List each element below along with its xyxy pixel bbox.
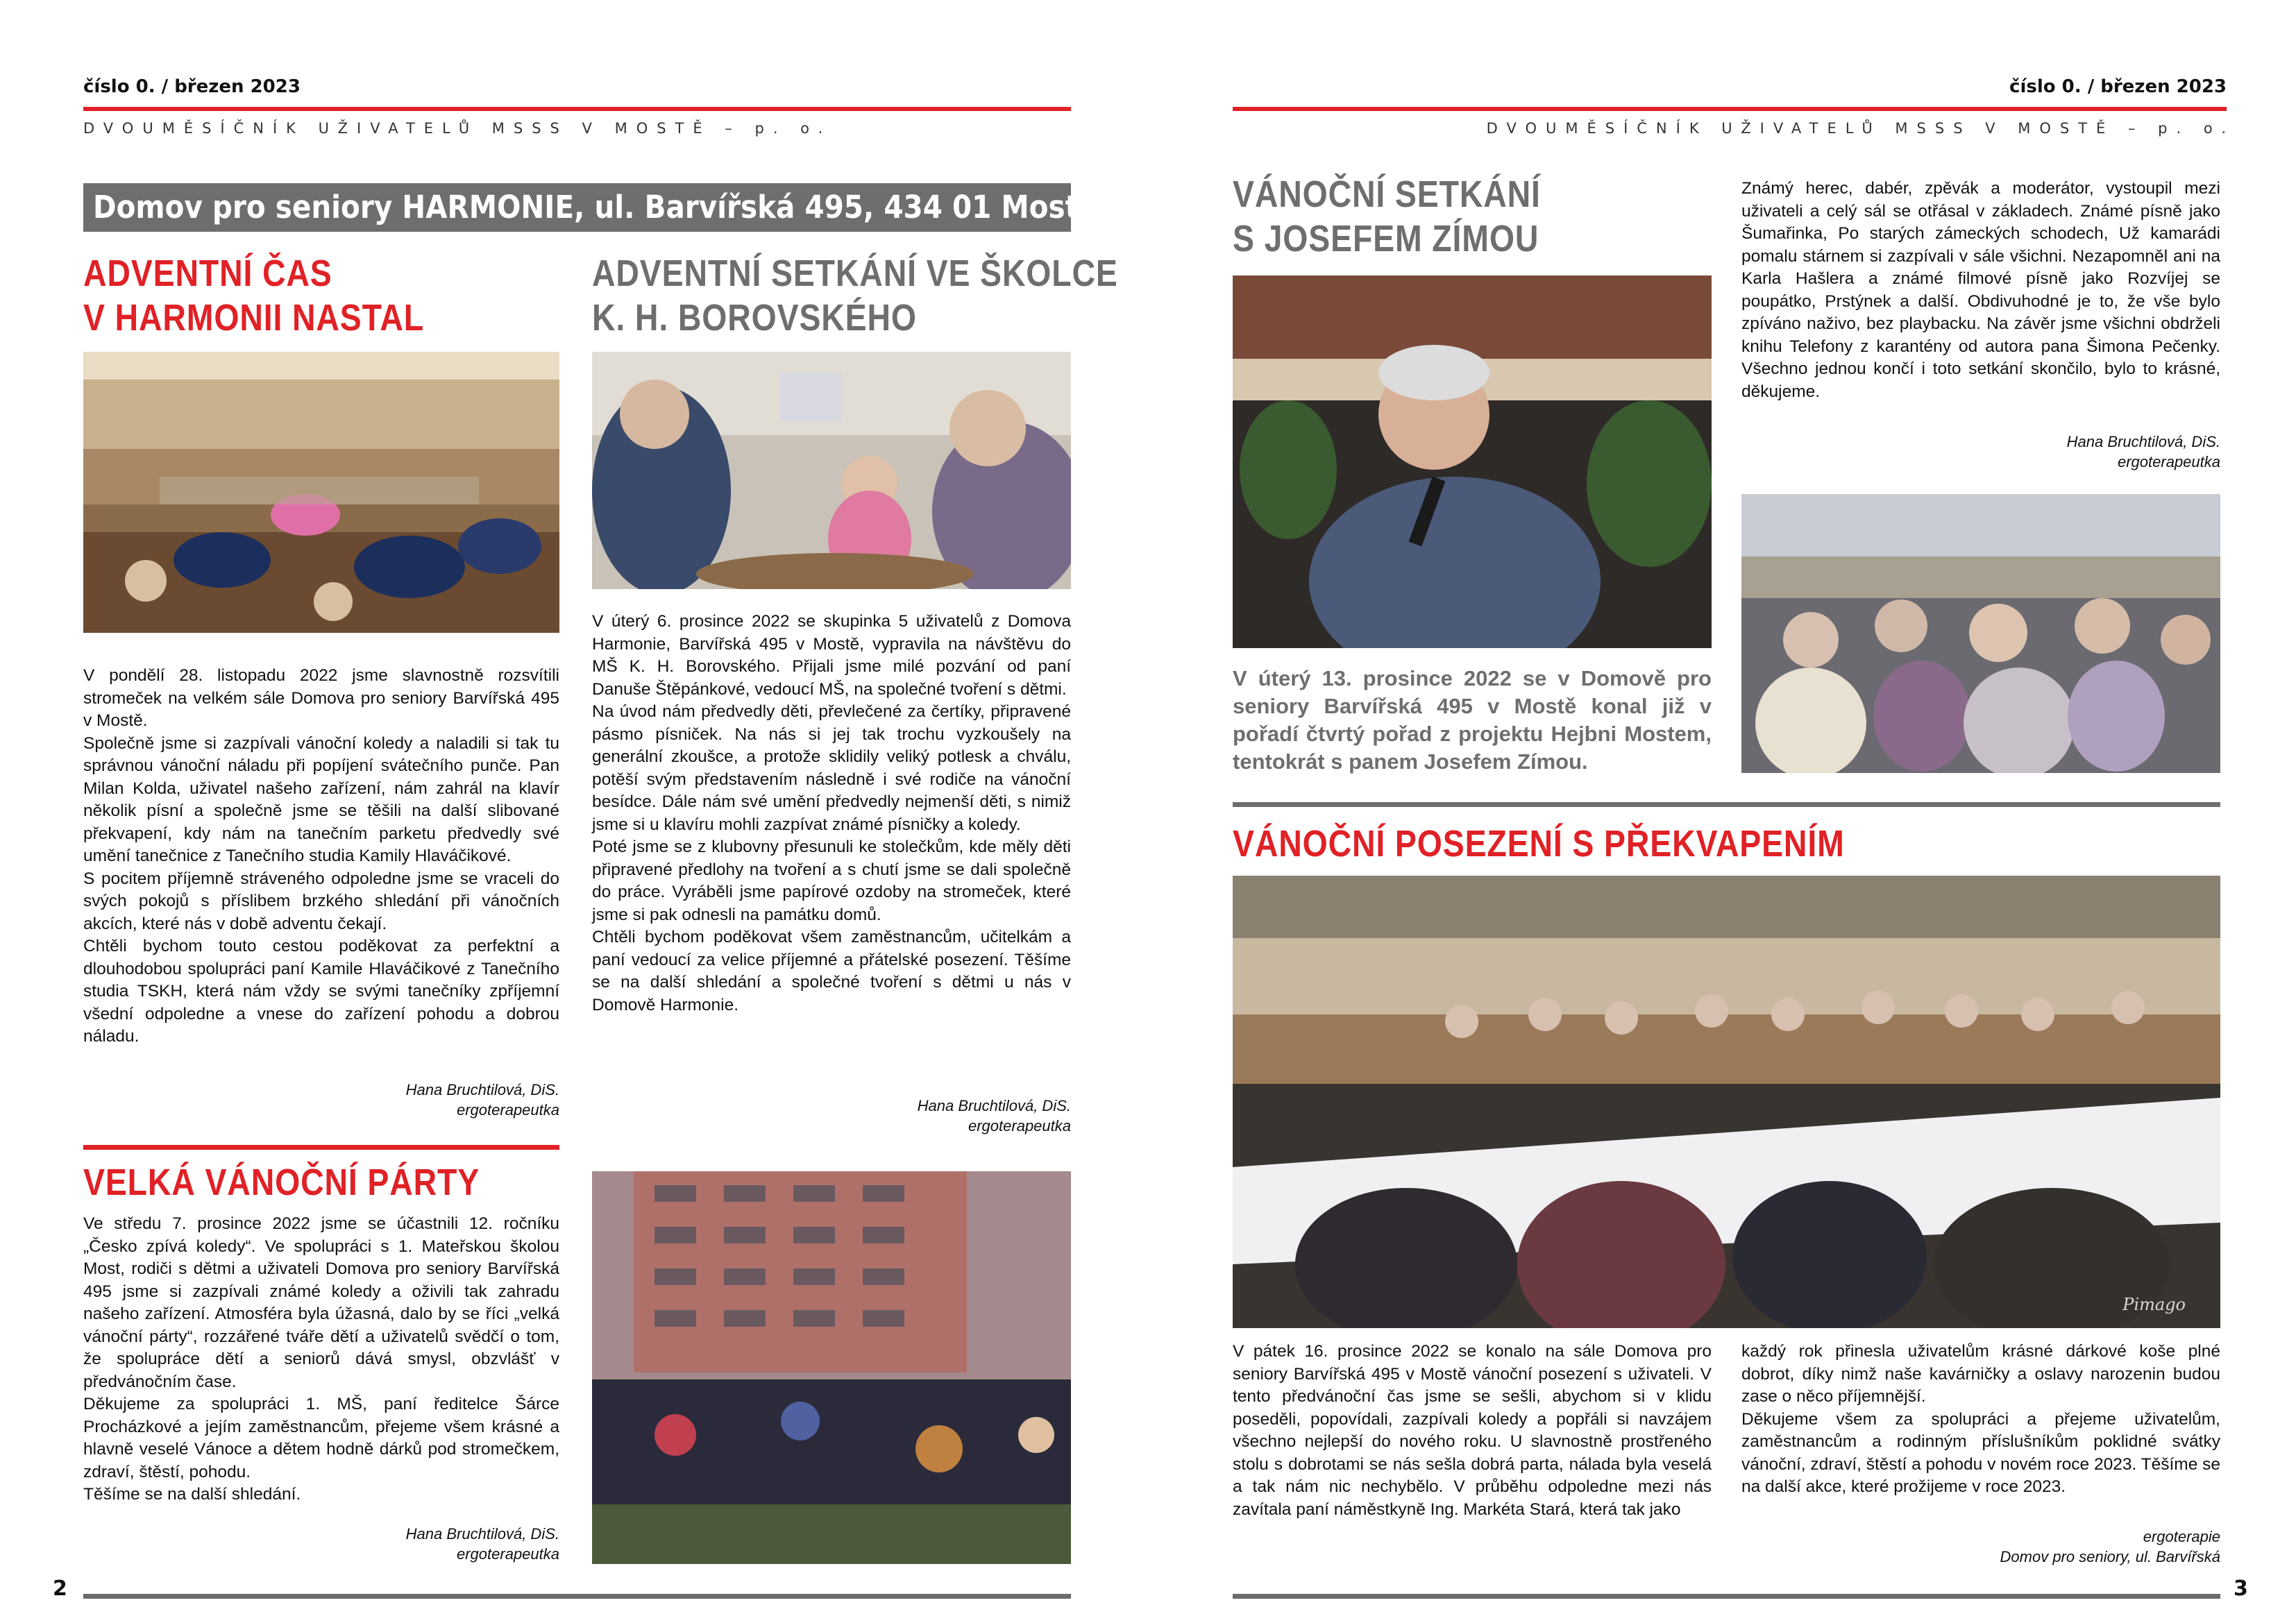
masthead-subtitle-left: DVOUMĚSÍČNÍK UŽIVATELŮ MSSS V MOSTĚ – p. o. xyxy=(83,120,832,137)
paragraph: Chtěli bychom poděkovat všem zaměstnancům, učitelkám a paní vedoucí za velice příjemné a přátelské posezení. Těšíme se na další shledání a společné tvoření s dětmi u nás v Domově Harmonie. xyxy=(592,928,1071,1014)
author-signature xyxy=(1741,432,2220,472)
photo-christmas-gathering xyxy=(1233,876,2220,1328)
section-band: Domov pro seniory HARMONIE, ul. Barvířská 495, 434 01 Most xyxy=(83,183,1071,232)
article-title-posezeni: VÁNOČNÍ POSEZENÍ S PŘEKVAPENÍM xyxy=(1233,823,1845,865)
header-rule-right xyxy=(1233,107,2227,111)
masthead-subtitle-right: DVOUMĚSÍČNÍK UŽIVATELŮ MSSS V MOSTĚ – p. o. xyxy=(1486,120,2235,137)
author-name: ergoterapie xyxy=(2143,1528,2220,1545)
paragraph: Těšíme se na další shledání. xyxy=(83,1485,301,1504)
paragraph: Ve středu 7. prosince 2022 jsme se účastnili 12. ročníku „Česko zpívá koledy“. Ve spolupráci s 1. Mateřskou školou Most, rodiči s dětmi a uživateli Domova pro seniory Barvířská 495 jsme si zazpívali známé koledy a oživili tak zahradu našeho zařízení. Atmosféra byla úžasná, dalo by se říci „velká vánoční párty“, rozzářené tváře dětí a uživatelů svědčí o tom, že spolupráce dětí a seniorů dává smysl, obzvlášť v předvánočním čase. xyxy=(83,1214,559,1391)
title-line: VÁNOČNÍ SETKÁNÍ xyxy=(1233,173,1541,215)
section-rule-party xyxy=(83,1145,559,1150)
article-body-skolka xyxy=(592,611,1071,1017)
author-role: ergoterapeutka xyxy=(968,1117,1071,1135)
article-body-adventni-cas xyxy=(83,665,559,1048)
author-name: Hana Bruchtilová, DiS. xyxy=(2066,433,2220,450)
author-role: ergoterapeutka xyxy=(457,1545,559,1563)
paragraph: Děkujeme všem za spolupráci a přejeme uživatelům, zaměstnancům a rodinným příslušníkům poklidné svátky vánoční, zdraví, štěstí a pohodu v novém roce 2023. Těšíme se na další akce, které prožijeme v roce 2023. xyxy=(1741,1409,2221,1496)
paragraph: Společně jsme si zazpívali vánoční koledy a naladili si tak tu správnou vánoční náladu při popíjení svátečního punče. Pan Milan Kolda, uživatel našeho zařízení, nám zahrál na klavír několik písní a společně jsme se těšili na další slibované překvapení, kdy nám na tanečním parketu předvedly své umění tanečnice z Tanečního studia Kamily Hlaváčikové. xyxy=(83,733,559,865)
paragraph: S pocitem příjemně stráveného odpoledne jsme se vraceli do svých pokojů s příslibem brzkého shledání při vánočních akcích, které nás v době adventu čekají. xyxy=(83,869,559,933)
title-line: K. H. BOROVSKÉHO xyxy=(592,297,917,339)
article-body-posezeni-col1 xyxy=(1233,1341,1712,1521)
article-title-skolka xyxy=(592,251,1118,340)
photo-josef-zima xyxy=(1233,275,1712,648)
title-line: V HARMONII NASTAL xyxy=(83,297,425,339)
paragraph: Poté jsme se z klubovny přesunuli ke stolečkům, kde měly děti připravené předlohy na tvoření a s chutí jsme se dali společně do práce. Vyráběli jsme papírové ozdoby na stromeček, které jsme si pak odnesli na památku domů. xyxy=(592,838,1071,924)
paragraph: Známý herec, dabér, zpěvák a moderátor, vystoupil mezi uživateli a celý sál se otřásal v základech. Známé písně jako Šumařinka, Po starých zámeckých schodech, Už kamarádi pomalu stárnem si zazpívali v sále všichni. Nezapomněl ani na Karla Hašlera a známé filmové písně jako Rozvíjej se poupátko, Prstýnek a další. Obdivuhodné je to, že vše bylo zpíváno naživo, bez playbacku. Na závěr jsme všichni obdrželi knihu Telefony z karantény od autora pana Šimona Pečenky. Všechno jednou končí i toto setkání skončilo, bylo to krásné, děkujeme. xyxy=(1741,179,2220,401)
photo-kindergarten-visit xyxy=(592,352,1071,589)
title-line: ADVENTNÍ ČAS xyxy=(83,253,332,294)
paragraph: Chtěli bychom touto cestou poděkovat za perfektní a dlouhodobou spolupráci paní Kamile Hlaváčikové z Tanečního studia TSKH, která nám vždy se svými tanečníky zpříjemní všední odpoledne a vnese do zařízení pohodu a dobrou náladu. xyxy=(83,937,559,1046)
author-role: Domov pro seniory, ul. Barvířská xyxy=(2000,1548,2220,1565)
author-signature xyxy=(592,1096,1071,1136)
article-body-zima xyxy=(1741,178,2220,403)
article-lead-zima: V úterý 13. prosince 2022 se v Domově pro seniory Barvířská 495 v Mostě konal již v pořadí čtvrtý pořad z projektu Hejbni Mostem, tentokrát s panem Josefem Zímou. xyxy=(1233,666,1712,774)
author-name: Hana Bruchtilová, DiS. xyxy=(917,1097,1071,1114)
title-line: S JOSEFEM ZÍMOU xyxy=(1233,218,1539,260)
author-name: Hana Bruchtilová, DiS. xyxy=(405,1081,559,1098)
author-signature xyxy=(83,1080,559,1120)
paragraph: každý rok přinesla uživatelům krásné dárkové koše plné dobrot, díky nimž naše kavárničky a oslavy narozenin budou zase o něco příjemnější. xyxy=(1741,1342,2220,1406)
paragraph: V pátek 16. prosince 2022 se konalo na sále Domova pro seniory Barvířská 495 v Mostě vánoční posezení s uživateli. V tento předvánoční čas jsme se sešli, abychom si v klidu poseděli, popovídali, zazpívali koledy a popřáli si navzájem všechno nejlepší do nového roku. U slavnostně prostřeného stolu s dobrotami se nás sešla dobrá parta, nálada byla veselá a tak nám nic nechybělo. V průběhu odpoledne mezi nás zavítala paní náměstkyně Ing. Markéta Stará, která tak jako xyxy=(1233,1342,1712,1519)
article-body-posezeni-col2 xyxy=(1741,1341,2220,1499)
article-body-party xyxy=(83,1213,559,1506)
page-number-left: 2 xyxy=(53,1577,67,1601)
author-signature xyxy=(83,1524,559,1564)
section-rule-posezeni xyxy=(1233,802,2220,807)
author-signature xyxy=(1741,1527,2220,1567)
photo-watermark: Pimago xyxy=(2122,1295,2186,1314)
photo-dance-performance xyxy=(83,352,559,633)
article-title-adventni-cas xyxy=(83,251,424,340)
header-rule-left xyxy=(83,107,1071,111)
title-line: ADVENTNÍ SETKÁNÍ VE ŠKOLCE xyxy=(592,253,1118,294)
author-name: Hana Bruchtilová, DiS. xyxy=(405,1525,559,1543)
paragraph: Na úvod nám předvedly děti, převlečené za čertíky, připravené pásmo písniček. Na nás si jej tak trochu vyzkoušely na generální zkoušce, a protože sklidily veliký potlesk a chválu, potěší svým představením následně i své rodiče na vánoční besídce. Dále nám své umění předvedly nejmenší děti, s nimiž jsme si u klavíru mohli zazpívat známé písničky a koledy. xyxy=(592,702,1071,834)
footer-rule-left xyxy=(83,1594,1071,1599)
issue-label-right: číslo 0. / březen 2023 xyxy=(2009,76,2227,97)
author-role: ergoterapeutka xyxy=(2118,453,2220,470)
footer-rule-right xyxy=(1233,1594,2220,1599)
article-title-zima xyxy=(1233,172,1541,261)
photo-audience xyxy=(1741,494,2220,773)
author-role: ergoterapeutka xyxy=(457,1101,559,1119)
paragraph: V úterý 6. prosince 2022 se skupinka 5 uživatelů z Domova Harmonie, Barvířská 495 v Mostě, vypravila na návštěvu do MŠ K. H. Borovského. Přijali jsme milé pozvání od paní Danuše Štěpánkové, vedoucí MŠ, na společné tvoření s dětmi. xyxy=(592,612,1071,699)
paragraph: V pondělí 28. listopadu 2022 jsme slavnostně rozsvítili stromeček na velkém sále Domova pro seniory Barvířská 495 v Mostě. xyxy=(83,666,559,730)
paragraph: Děkujeme za spolupráci 1. MŠ, paní ředitelce Šárce Procházkové a jejím zaměstnancům, přejeme všem krásné a hlavně veselé Vánoce a dětem hodně dárků pod stromečkem, zdraví, štěstí, pohodu. xyxy=(83,1395,559,1481)
photo-outdoor-carols xyxy=(592,1171,1071,1564)
article-title-party: VELKÁ VÁNOČNÍ PÁRTY xyxy=(83,1162,480,1203)
issue-label-left: číslo 0. / březen 2023 xyxy=(83,76,301,97)
page-number-right: 3 xyxy=(2234,1577,2248,1601)
